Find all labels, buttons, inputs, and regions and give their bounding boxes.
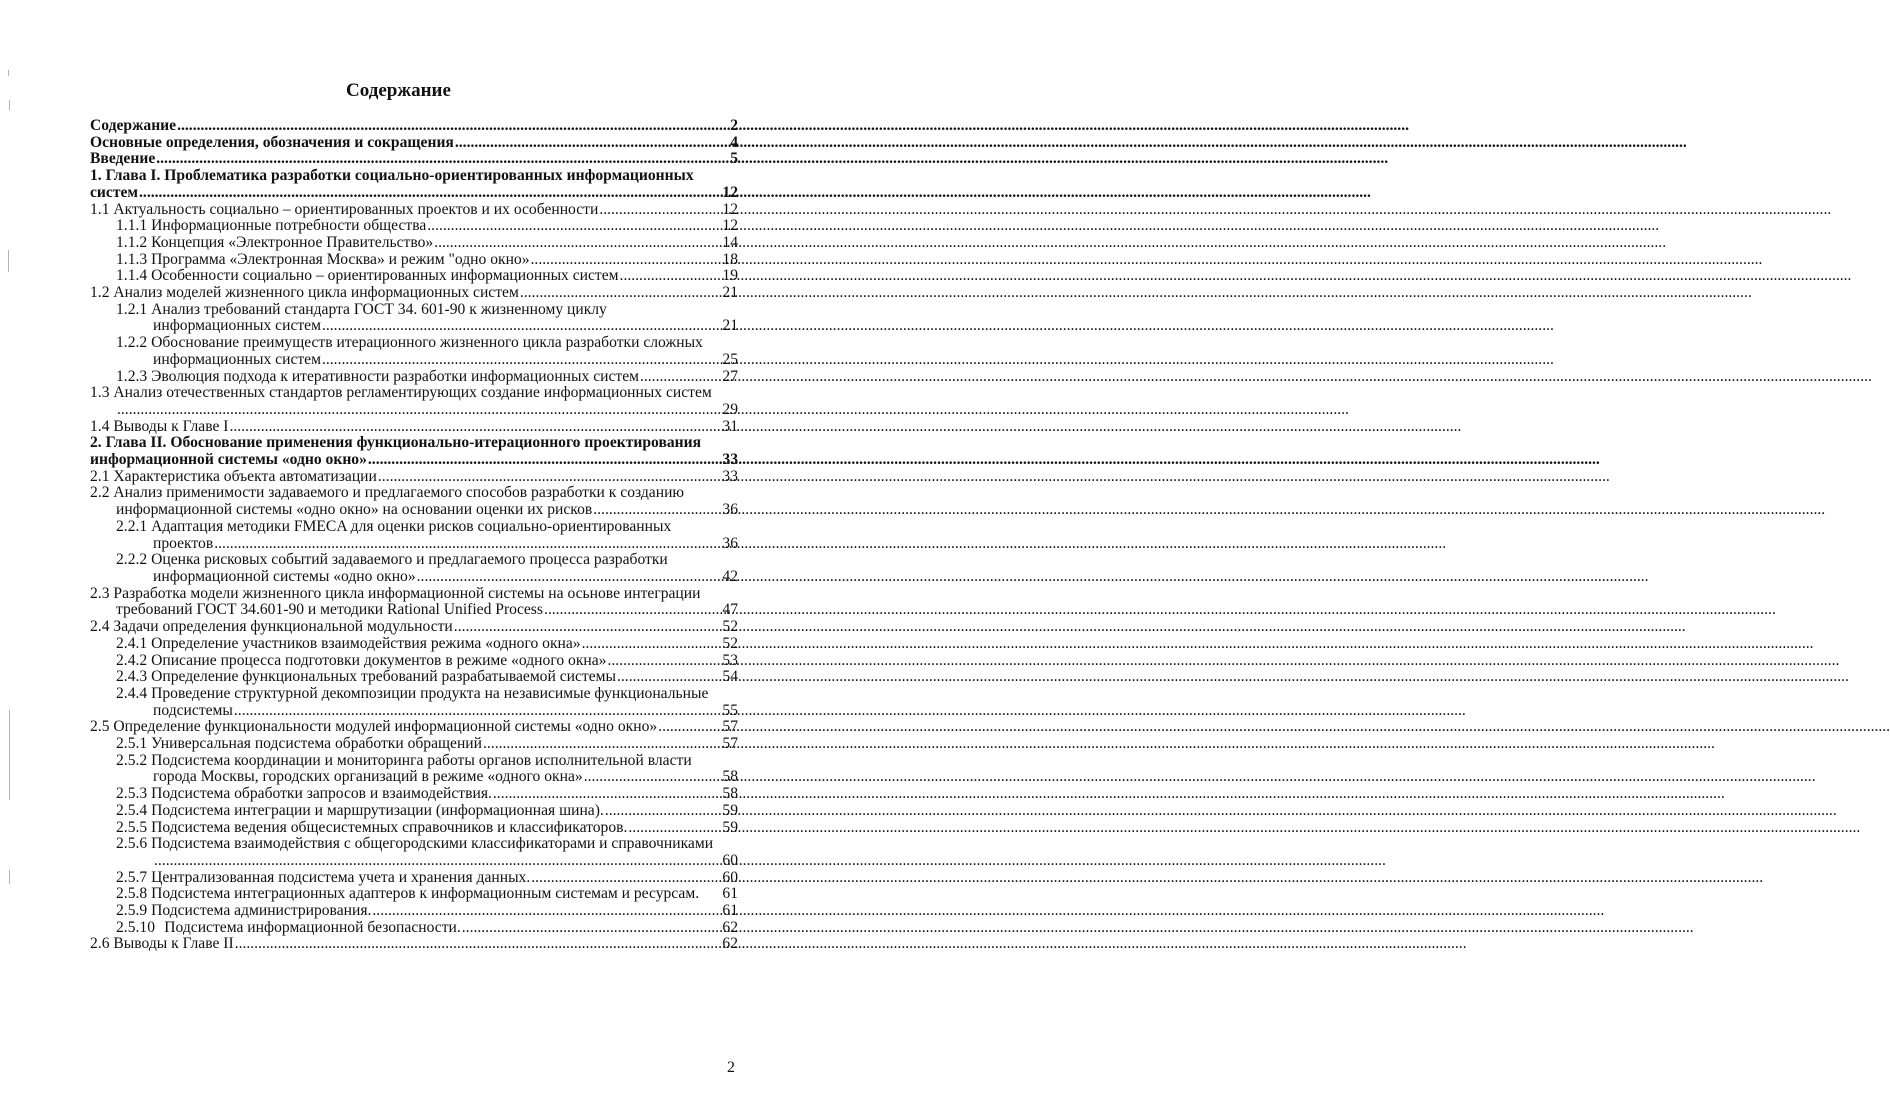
toc-entry: [90, 469, 738, 486]
toc-page-number: 27: [722, 367, 738, 385]
toc-page-number: 59: [722, 801, 738, 819]
toc-entry-title: 2.4 Задачи определения функциональной модульности: [90, 618, 453, 636]
toc-page-number: 57: [722, 735, 738, 753]
toc-entry-title: 1.2.1 Анализ требований стандарта ГОСТ 34. 601-90 к жизненному циклу: [116, 300, 607, 318]
toc-entry: [90, 836, 738, 869]
toc-entry-title: 1.2 Анализ моделей жизненного цикла информационных систем: [90, 284, 519, 302]
dot-leader: [531, 870, 721, 887]
toc-entry: [90, 252, 738, 269]
dot-leader: [230, 419, 722, 436]
toc-entry: [90, 268, 738, 285]
toc-page-number: 59: [722, 818, 738, 836]
toc-entry: [90, 135, 738, 152]
toc-entry-title: 2.2 Анализ применимости задаваемого и предлагаемого способов разработки к созданию: [90, 484, 685, 502]
toc-entry-continuation: требований ГОСТ 34.601-90 и методики Rational Unified Process: [116, 601, 543, 619]
toc-entry-title: 2.5.9 Подсистема администрирования.: [116, 902, 372, 920]
dot-leader: [620, 268, 722, 285]
toc-entry: [90, 803, 738, 820]
toc-page-number: 2: [730, 117, 738, 134]
toc-entry-title: 2.5.2 Подсистема координации и мониторинга работы органов исполнительной власти: [116, 751, 692, 769]
dot-leader: [234, 703, 722, 720]
dot-leader: [235, 936, 722, 953]
dot-leader: [607, 653, 721, 670]
toc-entry: [90, 936, 738, 953]
toc-page-number: 36: [722, 534, 738, 552]
toc-page-number: 36: [722, 501, 738, 519]
toc-entry-title: 2.1 Характеристика объекта автоматизации: [90, 467, 377, 485]
page-title: Содержание: [346, 80, 451, 101]
toc-page-number: 60: [722, 851, 738, 869]
dot-leader: [417, 569, 722, 586]
dot-leader: [117, 402, 721, 419]
toc-entry-continuation: города Москвы, городских организаций в режиме «одного окна»: [153, 768, 583, 786]
toc-entry-title: 2.5.10: [116, 918, 155, 936]
dot-leader: [368, 452, 722, 469]
toc-entry: [90, 335, 738, 368]
page-number: 2: [727, 1059, 735, 1076]
toc-entry-title-part: Подсистема информационной безопасности.: [164, 918, 461, 936]
toc-entry: [90, 435, 738, 468]
dot-leader: [378, 469, 722, 486]
toc-entry: [90, 686, 738, 719]
toc-entry: [90, 653, 738, 670]
dot-leader: [582, 636, 722, 653]
toc-entry: [90, 385, 738, 418]
toc-entry: [90, 151, 738, 168]
dot-leader: [434, 235, 721, 252]
toc-entry-title: 2.4.2 Описание процесса подготовки документов в режиме «одного окна»: [116, 651, 607, 669]
toc-entry-title: 2.5 Определение функциональности модулей информационной системы «одно окно»: [90, 718, 658, 736]
toc-entry: [90, 235, 738, 252]
dot-leader: [177, 118, 729, 135]
toc-entry: [90, 519, 738, 552]
dot-leader: [628, 820, 721, 837]
toc-entry-continuation: информационных систем: [153, 350, 321, 368]
toc-page-number: 29: [722, 400, 738, 418]
toc-entry: [90, 736, 738, 753]
dot-leader: [483, 736, 721, 753]
toc-page-number: 42: [722, 567, 738, 585]
toc-entry-title: 1.1.2 Концепция «Электронное Правительство»: [116, 233, 434, 251]
toc-page-number: 55: [722, 701, 738, 719]
scan-artifact: [9, 870, 10, 884]
toc-entry-title: 2.5.5 Подсистема ведения общесистемных справочников и классификаторов.: [116, 818, 628, 836]
toc-entry-continuation: информационной системы «одно окно» на основании оценки их рисков: [116, 501, 593, 519]
scan-artifact: [9, 710, 10, 800]
dot-leader: [599, 202, 721, 219]
scan-artifact: [8, 70, 9, 76]
toc-page-number: 5: [730, 150, 738, 168]
toc-page-number: 14: [722, 233, 738, 251]
toc-page-number: 52: [722, 634, 738, 652]
toc-entry: [90, 886, 738, 903]
toc-entry-title: Содержание: [90, 117, 177, 134]
toc-page-number: 25: [722, 350, 738, 368]
toc-entry-title: 2.5.7 Централизованная подсистема учета и хранения данных.: [116, 868, 531, 886]
dot-leader: [658, 719, 721, 736]
toc-entry-title: 1.1.4 Особенности социально – ориентированных информационных систем: [116, 267, 619, 285]
toc-page-number: 61: [722, 902, 738, 920]
toc-page-number: 58: [722, 768, 738, 786]
dot-leader: [156, 151, 729, 168]
toc-entry-title: 1.2.3 Эволюция подхода к итеративности разработки информационных систем: [116, 367, 639, 385]
toc-page-number: 47: [722, 601, 738, 619]
toc-entry: [90, 636, 738, 653]
toc-entry: [90, 903, 738, 920]
toc-entry: [90, 753, 738, 786]
dot-leader: [322, 318, 721, 335]
toc-entry-title: 1.2.2 Обоснование преимуществ итерационного жизненного цикла разработки сложных: [116, 334, 703, 352]
toc-entry: [90, 168, 738, 201]
toc-page-number: 58: [722, 785, 738, 803]
dot-leader: [544, 602, 721, 619]
toc-entry-title: 2.6 Выводы к Главе II: [90, 935, 234, 953]
toc-entry: [90, 202, 738, 219]
dot-leader: [520, 285, 722, 302]
toc-entry: [90, 218, 738, 235]
table-of-contents: [90, 118, 738, 953]
toc-entry: [90, 485, 738, 518]
toc-entry-continuation: проектов: [153, 534, 214, 552]
dot-leader: [139, 185, 721, 202]
toc-entry: [90, 586, 738, 619]
toc-entry: [90, 719, 738, 736]
toc-entry-title: Основные определения, обозначения и сокращения: [90, 133, 454, 151]
toc-entry-continuation: информационной системы «одно окно»: [90, 451, 367, 469]
toc-page-number: 19: [722, 267, 738, 285]
toc-entry-title: 1.1 Актуальность социально – ориентированных проектов и их особенности: [90, 200, 599, 218]
dot-leader: [462, 920, 722, 937]
toc-page-number: 21: [722, 317, 738, 335]
toc-entry-title: 1. Глава I. Проблематика разработки социально-ориентированных информационных: [90, 167, 694, 185]
toc-entry: [90, 786, 738, 803]
toc-page-number: 18: [722, 250, 738, 268]
toc-entry: [90, 419, 738, 436]
toc-page-number: 57: [722, 718, 738, 736]
dot-leader: [372, 903, 721, 920]
toc-entry: [90, 369, 738, 386]
dot-leader: [605, 803, 722, 820]
toc-page-number: 12: [722, 200, 738, 218]
toc-entry-title: 2.3 Разработка модели жизненного цикла информационной системы на осьнове интеграции: [90, 584, 701, 602]
toc-entry-title: 2.5.6 Подсистема взаимодействия с общегородскими классификаторами и справочниками: [116, 835, 714, 853]
toc-page-number: 33: [722, 467, 738, 485]
toc-entry: [90, 118, 738, 135]
toc-entry-title: 2.4.1 Определение участников взаимодействия режима «одного окна»: [116, 634, 581, 652]
toc-entry-title: 2.5.4 Подсистема интеграции и маршрутизации (информационная шина).: [116, 801, 604, 819]
toc-entry-title: 1.4 Выводы к Главе I: [90, 417, 229, 435]
toc-entry: [90, 302, 738, 335]
dot-leader: [640, 369, 721, 386]
dot-leader: [214, 536, 721, 553]
toc-page-number: 62: [722, 935, 738, 953]
toc-entry: [90, 285, 738, 302]
dot-leader: [593, 502, 721, 519]
dot-leader: [531, 252, 722, 269]
toc-page-number: 4: [730, 133, 738, 151]
toc-entry: [90, 870, 738, 887]
toc-entry-title: 2.2.1 Адаптация методики FMECA для оценки рисков социально-ориентированных: [116, 517, 672, 535]
toc-page-number: 54: [722, 668, 738, 686]
toc-page-number: 52: [722, 618, 738, 636]
toc-entry: [90, 552, 738, 585]
toc-entry-title: 2. Глава II. Обоснование применения функционально-итерационного проектирования: [90, 434, 702, 452]
toc-entry-title: 1.1.1 Информационные потребности общества: [116, 217, 427, 235]
dot-leader: [154, 853, 721, 870]
toc-entry-continuation: систем: [90, 183, 139, 201]
toc-page-number: 21: [722, 284, 738, 302]
toc-page-number: 12: [722, 217, 738, 235]
dot-leader: [454, 619, 722, 636]
toc-entry: [90, 920, 738, 937]
toc-entry-title: 1.1.3 Программа «Электронная Москва» и режим "одно окно»: [116, 250, 530, 268]
dot-leader: [584, 769, 722, 786]
scan-artifact: [9, 100, 10, 110]
toc-entry-continuation: подсистемы: [153, 701, 233, 719]
toc-entry-continuation: информационных систем: [153, 317, 321, 335]
toc-entry: [90, 619, 738, 636]
toc-page-number: 62: [722, 918, 738, 936]
dot-leader: [493, 786, 722, 803]
dot-leader: [455, 135, 729, 152]
dot-leader: [617, 669, 721, 686]
toc-entry-title: 2.4.4 Проведение структурной декомпозиции продукта на независимые функциональные: [116, 684, 709, 702]
toc-page-number: 12: [722, 183, 738, 201]
toc-entry-continuation: информационной системы «одно окно»: [153, 567, 416, 585]
toc-page-number: 33: [722, 451, 738, 469]
scan-artifact: [8, 250, 9, 272]
toc-entry: [90, 820, 738, 837]
toc-entry-title: 2.5.8 Подсистема интеграционных адаптеров к информационным системам и ресурсам.: [116, 885, 700, 903]
toc-page-number: 31: [722, 417, 738, 435]
toc-entry-title: 2.5.1 Универсальная подсистема обработки обращений: [116, 735, 482, 753]
dot-leader: [322, 352, 721, 369]
toc-page-number: 61: [722, 885, 738, 903]
toc-entry-title: Введение: [90, 150, 156, 168]
toc-entry-title: 2.4.3 Определение функциональных требований разрабатываемой системы: [116, 668, 616, 686]
toc-entry-title: 2.2.2 Оценка рисковых событий задаваемого и предлагаемого процесса разработки: [116, 551, 668, 569]
toc-entry-title: 2.5.3 Подсистема обработки запросов и взаимодействия.: [116, 785, 492, 803]
dot-leader: [427, 218, 721, 235]
toc-entry: [90, 669, 738, 686]
toc-entry-title: 1.3 Анализ отечественных стандартов регламентирующих создание информационных систем: [90, 384, 712, 402]
toc-page-number: 53: [722, 651, 738, 669]
toc-page-number: 60: [722, 868, 738, 886]
